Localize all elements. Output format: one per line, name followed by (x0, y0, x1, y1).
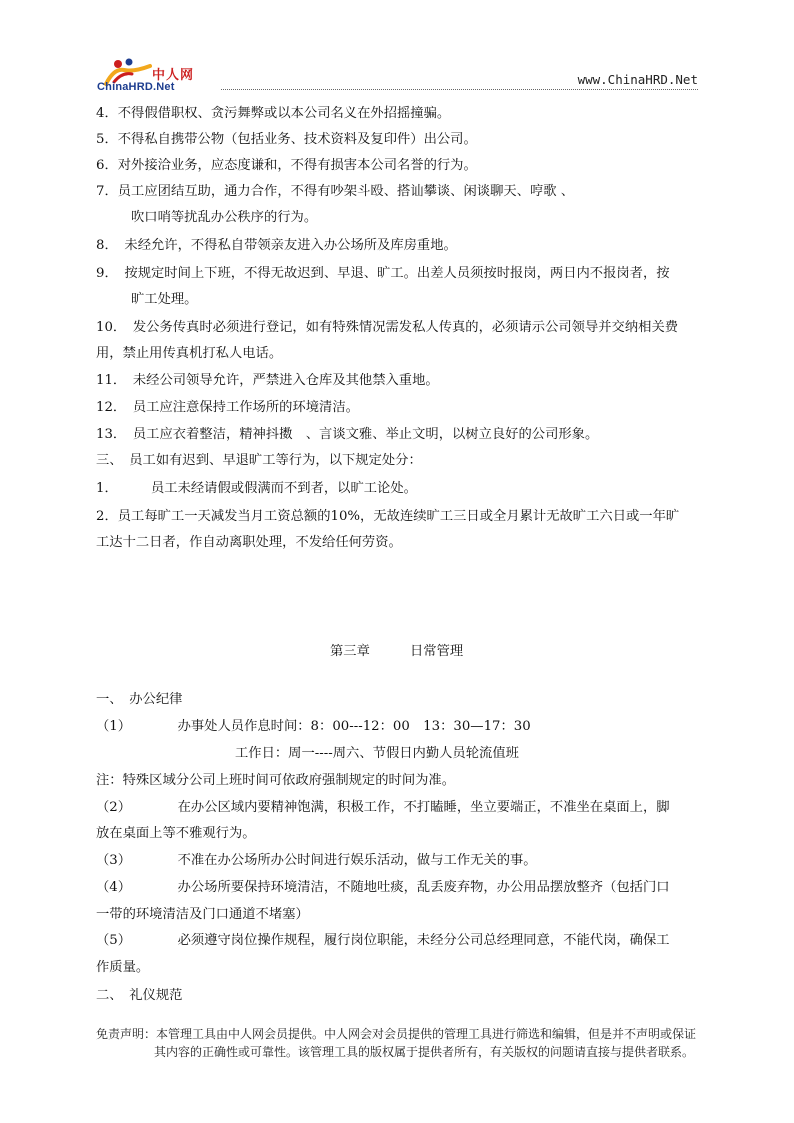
penalty-item-2: 2．员工每旷工一天减发当月工资总额的10%，无故连续旷工三日或全月累计无故旷工六日或一年旷 (96, 509, 680, 524)
section-two-heading: 二、 礼仪规范 (96, 988, 183, 1003)
header-dotted-rule (221, 89, 698, 90)
penalty-item-1: 1． 员工未经请假或假满而不到者，以旷工论处。 (96, 481, 417, 496)
rule-item-4: 4．不得假借职权、贪污舞弊或以本公司名义在外招摇撞骗。 (96, 106, 451, 121)
rule-item-12: 12． 员工应注意保持工作场所的环境清洁。 (96, 400, 359, 415)
logo-cn-text: 中人网 (152, 68, 195, 83)
rule-item-13: 13． 员工应衣着整洁，精神抖擞 、言谈文雅、举止文明，以树立良好的公司形象。 (96, 427, 599, 442)
logo-en-text: ChinaHRD.Net (97, 81, 175, 93)
rule-item-10-cont: 用，禁止用传真机打私人电话。 (96, 346, 283, 361)
rule-item-9: 9． 按规定时间上下班，不得无故迟到、早退、旷工。出差人员须按时报岗，两日内不报岗者，按 (96, 266, 670, 281)
discipline-item-5-cont: 作质量。 (96, 960, 150, 975)
discipline-item-2: （2） 在办公区域内要精神饱满，积极工作，不打瞌睡，坐立要端正，不准坐在桌面上，脚 (96, 800, 670, 815)
disclaimer-footer (96, 1025, 702, 1061)
chapter-number: 第三章 (330, 644, 370, 659)
rule-item-9-cont: 旷工处理。 (131, 292, 198, 307)
discipline-item-3: （3） 不准在办公场所办公时间进行娱乐活动，做与工作无关的事。 (96, 853, 537, 868)
section-one-heading: 一、 办公纪律 (96, 692, 183, 707)
rule-item-6: 6．对外接洽业务，应态度谦和，不得有损害本公司名誉的行为。 (96, 158, 477, 173)
section-three-heading: 三、 员工如有迟到、早退旷工等行为，以下规定处分： (96, 453, 422, 468)
discipline-item-4-cont: 一带的环境清洁及门口通道不堵塞） (96, 907, 309, 922)
rule-item-7-cont: 吹口哨等扰乱办公秩序的行为。 (131, 210, 318, 225)
chinahrd-logo (96, 54, 226, 94)
discipline-item-2-cont: 放在桌面上等不雅观行为。 (96, 826, 256, 841)
disclaimer-line-2: 其内容的正确性或可靠性。该管理工具的版权属于提供者所有，有关版权的问题请直接与提供者联系。 (154, 1045, 695, 1059)
header-url[interactable]: www.ChinaHRD.Net (577, 72, 698, 87)
rule-item-5: 5．不得私自携带公物（包括业务、技术资料及复印件）出公司。 (96, 132, 477, 147)
penalty-item-2-cont: 工达十二日者，作自动离职处理，不发给任何劳资。 (96, 535, 402, 550)
rule-item-8: 8． 未经允许，不得私自带领亲友进入办公场所及库房重地。 (96, 238, 457, 253)
rule-item-11: 11． 未经公司领导允许，严禁进入仓库及其他禁入重地。 (96, 373, 439, 388)
page-header (96, 54, 698, 94)
discipline-note: 注：特殊区域分公司上班时间可依政府强制规定的时间为准。 (96, 773, 456, 788)
disclaimer-line-1: 免责声明：本管理工具由中人网会员提供。中人网会对会员提供的管理工具进行筛选和编辑，但是并不声明或保证 (96, 1027, 697, 1041)
rule-item-7: 7．员工应团结互助，通力合作，不得有吵架斗殴、搭讪攀谈、闲谈聊天、哼歌 、 (96, 184, 575, 199)
discipline-item-5: （5） 必须遵守岗位操作规程，履行岗位职能，未经分公司总经理同意，不能代岗，确保工 (96, 933, 670, 948)
rule-item-10: 10． 发公务传真时必须进行登记，如有特殊情况需发私人传真的，必须请示公司领导并交纳相关费 (96, 320, 679, 335)
discipline-item-4: （4） 办公场所要保持环境清洁，不随地吐痰，乱丢废弃物，办公用品摆放整齐（包括门口 (96, 880, 670, 895)
discipline-item-1: （1） 办事处人员作息时间：8：00---12：00 13：30—17：30 (96, 719, 531, 734)
chapter-title: 日常管理 (410, 644, 464, 659)
discipline-item-1-workdays: 工作日：周一----周六、节假日内勤人员轮流值班 (235, 746, 519, 761)
